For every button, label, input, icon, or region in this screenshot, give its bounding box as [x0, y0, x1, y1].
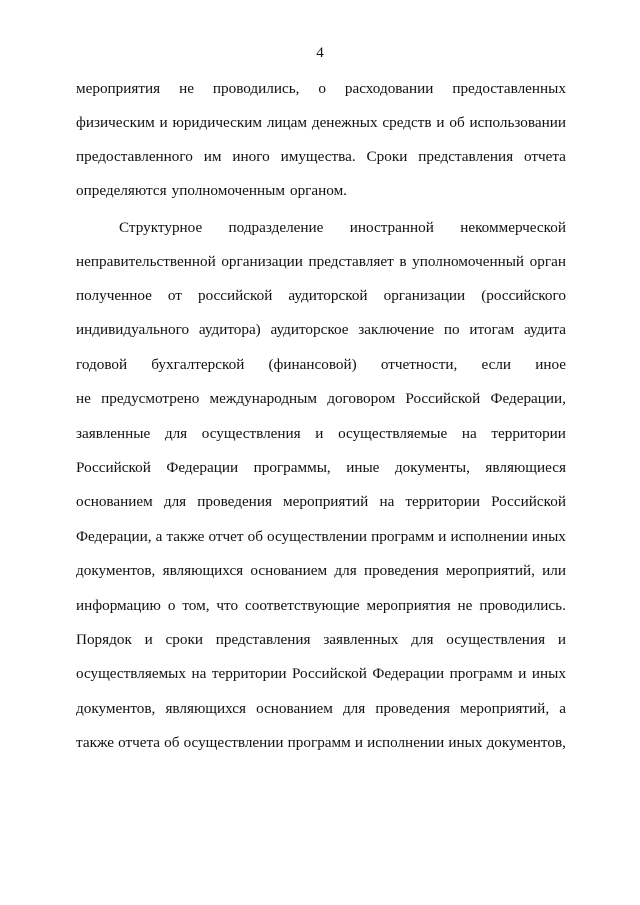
page-number: 4 [316, 45, 324, 61]
text-line-10: не предусмотрено международным договором Российской Федерации, [76, 390, 566, 407]
text-line-19: документов, являющихся основанием для проведения мероприятий, а [76, 700, 566, 717]
text-line-13: основанием для проведения мероприятий на территории Российской [76, 493, 566, 510]
text-line-15: документов, являющихся основанием для проведения мероприятий, или [76, 562, 566, 579]
text-line-9: годовой бухгалтерской (финансовой) отчетности, если иное [76, 356, 566, 373]
text-line-18: осуществляемых на территории Российской Федерации программ и иных [76, 665, 566, 682]
text-line-7: полученное от российской аудиторской организации (российского [76, 287, 566, 304]
text-line-5: Структурное подразделение иностранной некоммерческой [119, 219, 566, 236]
text-line-12: Российской Федерации программы, иные документы, являющиеся [76, 459, 566, 476]
text-line-6: неправительственной организации представляет в уполномоченный орган [76, 253, 566, 270]
text-line-11: заявленные для осуществления и осуществляемые на территории [76, 425, 566, 442]
text-line-1: мероприятия не проводились, о расходовании предоставленных [76, 80, 566, 97]
text-line-8: индивидуального аудитора) аудиторское заключение по итогам аудита [76, 321, 566, 338]
text-line-2: физическим и юридическим лицам денежных средств и об использовании [76, 114, 566, 131]
text-line-17: Порядок и сроки представления заявленных для осуществления и [76, 631, 566, 648]
text-line-14: Федерации, а также отчет об осуществлении программ и исполнении иных [76, 528, 566, 545]
text-line-4: определяются уполномоченным органом. [76, 182, 347, 199]
text-line-20: также отчета об осуществлении программ и исполнении иных документов, [76, 734, 566, 751]
text-line-16: информацию о том, что соответствующие мероприятия не проводились. [76, 597, 566, 614]
text-line-3: предоставленного им иного имущества. Сроки представления отчета [76, 148, 566, 165]
